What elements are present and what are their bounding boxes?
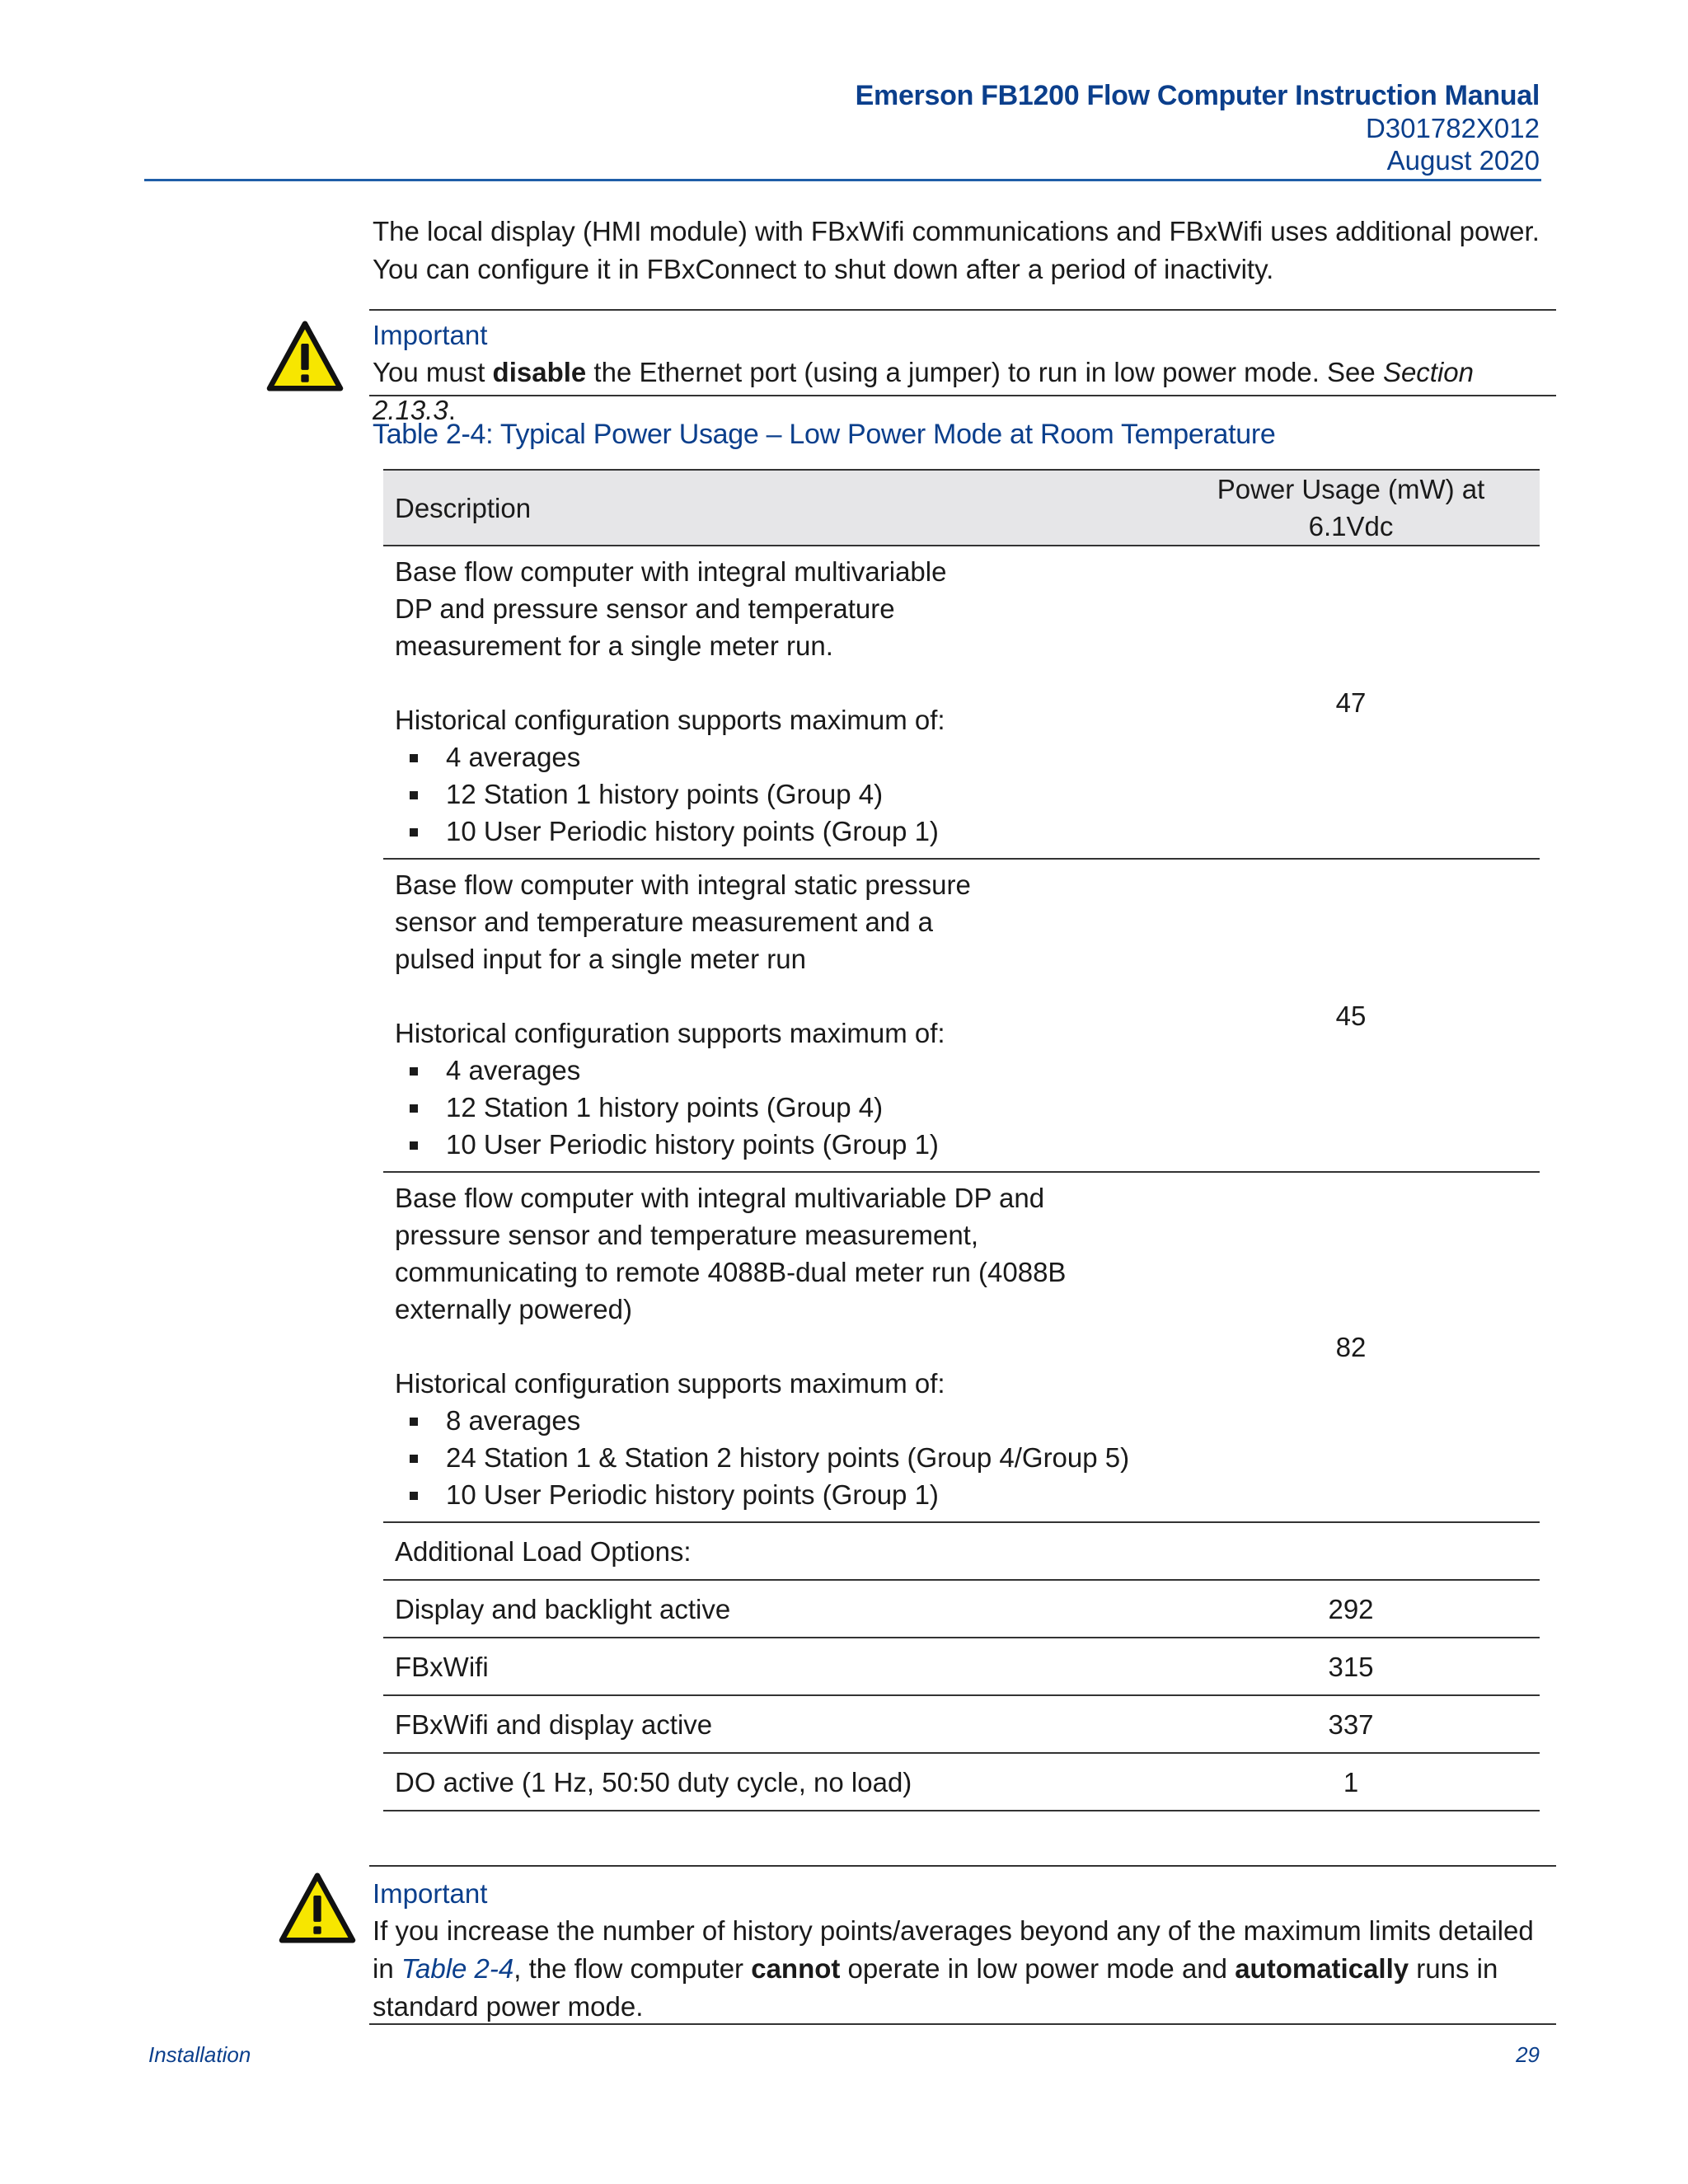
history-limits-list [395,1052,1151,1163]
list-item: 10 User Periodic history points (Group 1) [395,1476,1151,1513]
table-row [383,1753,1540,1811]
column-header-description: Description [383,470,1162,546]
list-item: 24 Station 1 & Station 2 history points (Group 4/Group 5) [395,1439,1151,1476]
note-text: If you increase the number of history points/averages beyond any of the maximum limits detailed in Table 2-4, the flow computer cannot operate in low power mode and automatically runs in standard power mode. [373,1915,1534,2022]
power-value: 82 [1162,1172,1540,1522]
table-row [383,1580,1540,1638]
note-label: Important [373,320,488,350]
intro-line-2: You can configure it in FBxConnect to shut down after a period of inactivity. [373,254,1274,284]
table-reference: Table 2-4 [401,1953,514,1984]
footer-section-name: Installation [148,2042,251,2067]
warning-triangle-icon [279,1872,356,1943]
list-item: 4 averages [395,1052,1151,1089]
table-caption: Table 2-4: Typical Power Usage – Low Power Mode at Room Temperature [373,419,1276,450]
table-row [383,1695,1540,1753]
row-description: Base flow computer with integral static pressure sensor and temperature measurement and a pulsed input for a single meter run Historical configuration supports maximum of: 4 averages 12 Station 1 history points (Group 4) 10 User Periodic history points (Group 1) [383,859,1162,1172]
header-divider [144,179,1541,181]
note-label: Important [373,1878,488,1909]
row-description: Base flow computer with integral multivariable DP and pressure sensor and temperature measurement, communicating to remote 4088B-dual meter run (4088B externally powered) Historical configuration supports maximum of: 8 averages 24 Station 1 & Station 2 history points (Group 4/Group 5) 10 User Periodic history points (Group 1) [383,1172,1162,1522]
important-note-history-limits [369,1865,1556,2025]
option-label: Display and backlight active [383,1580,1162,1638]
additional-load-label: Additional Load Options: [383,1522,1540,1580]
table-row [383,1172,1540,1522]
note-text: You must disable the Ethernet port (using a jumper) to run in low power mode. See Section 2.13.3. [373,357,1475,425]
important-note-ethernet [369,309,1556,425]
list-item: 4 averages [395,738,1151,776]
table-row [383,546,1540,859]
history-limits-list [395,1402,1151,1513]
option-value: 337 [1162,1695,1540,1753]
power-usage-table [383,469,1540,1811]
section-reference: Section 2.13.3 [373,357,1475,425]
doc-date: August 2020 [1386,145,1540,176]
option-value: 292 [1162,1580,1540,1638]
manual-title: Emerson FB1200 Flow Computer Instruction Manual [855,80,1540,111]
power-value: 45 [1162,859,1540,1172]
option-value: 315 [1162,1638,1540,1695]
option-label: DO active (1 Hz, 50:50 duty cycle, no load) [383,1753,1162,1811]
option-label: FBxWifi and display active [383,1695,1162,1753]
list-item: 12 Station 1 history points (Group 4) [395,776,1151,813]
table-row [383,1638,1540,1695]
power-value: 47 [1162,546,1540,859]
option-label: FBxWifi [383,1638,1162,1695]
list-item: 12 Station 1 history points (Group 4) [395,1089,1151,1126]
doc-number: D301782X012 [1365,113,1540,143]
warning-triangle-icon [266,321,344,391]
option-value: 1 [1162,1753,1540,1811]
row-description: Base flow computer with integral multivariable DP and pressure sensor and temperature measurement for a single meter run. Historical configuration supports maximum of: 4 averages 12 Station 1 history points (Group 4) 10 User Periodic history points (Group 1) [383,546,1162,859]
history-limits-list [395,738,1151,850]
additional-load-header-row [383,1522,1540,1580]
intro-paragraph [373,213,1559,288]
page-number: 29 [1516,2042,1540,2067]
list-item: 8 averages [395,1402,1151,1439]
table-header-row [383,470,1540,546]
list-item: 10 User Periodic history points (Group 1) [395,1126,1151,1163]
page-header [856,79,1540,176]
column-header-power: Power Usage (mW) at 6.1Vdc [1162,470,1540,546]
intro-line-1: The local display (HMI module) with FBxWifi communications and FBxWifi uses additional power. [373,216,1540,246]
list-item: 10 User Periodic history points (Group 1) [395,813,1151,850]
table-row [383,859,1540,1172]
